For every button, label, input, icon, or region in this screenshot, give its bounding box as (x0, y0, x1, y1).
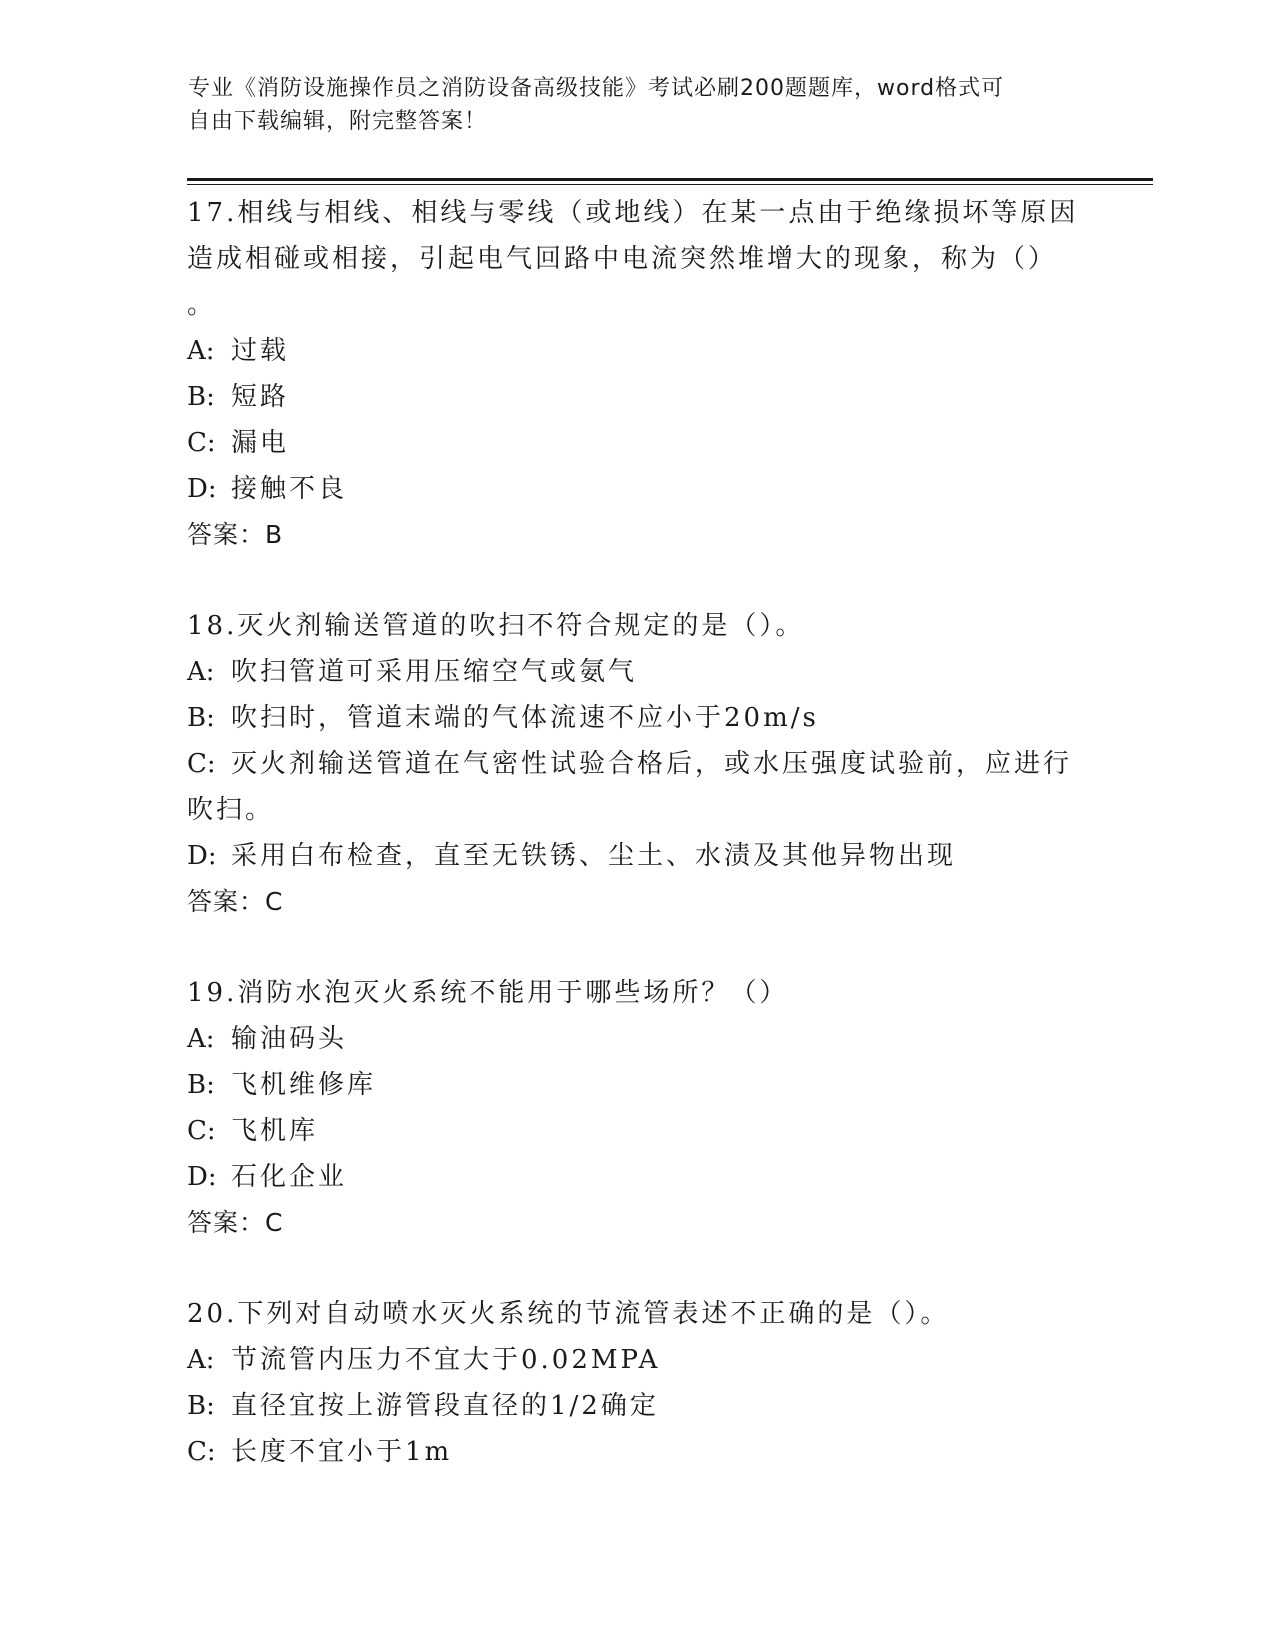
option-text: 飞机维修库 (231, 1070, 377, 1100)
answer-option (187, 695, 1087, 741)
question-stem-line: 。 (187, 290, 217, 320)
option-text: 短路 (231, 382, 290, 412)
answer-option (187, 1429, 1087, 1475)
option-text: 飞机库 (231, 1116, 319, 1146)
question-stem-line: 17.相线与相线、相线与零线（或地线）在某一点由于绝缘损坏等原因 (187, 198, 1079, 228)
option-text: 长度不宜小于1m (231, 1437, 453, 1467)
option-letter: D: (187, 841, 217, 871)
option-text: 接触不良 (231, 474, 348, 504)
answer-key: 答案：C (187, 1208, 284, 1237)
option-letter: A: (187, 1345, 215, 1375)
option-letter: B: (187, 703, 215, 733)
option-letter: C: (187, 1437, 216, 1467)
answer-option (187, 1062, 1087, 1108)
question-stem-line: 造成相碰或相接，引起电气回路中电流突然堆增大的现象，称为（） (187, 244, 1058, 274)
question-stem (187, 970, 1087, 1016)
option-letter: B: (187, 1391, 215, 1421)
answer-option (187, 374, 1087, 420)
answer-option (187, 420, 1087, 466)
option-text: 直径宜按上游管段直径的1/2确定 (231, 1391, 659, 1421)
option-text: 采用白布检查，直至无铁锈、尘土、水渍及其他异物出现 (231, 841, 957, 871)
option-letter: C: (187, 1116, 216, 1146)
option-text: 吹扫管道可采用压缩空气或氨气 (231, 657, 638, 687)
answer-option (187, 1337, 1087, 1383)
header-divider-thin (187, 184, 1153, 185)
header-divider-thick (187, 178, 1153, 181)
option-text: 节流管内压力不宜大于0.02MPA (231, 1345, 661, 1375)
option-letter: A: (187, 336, 215, 366)
question-stem (187, 1291, 1087, 1337)
option-letter: C: (187, 749, 216, 779)
option-text-continuation: 吹扫。 (187, 795, 275, 825)
option-letter: A: (187, 1024, 215, 1054)
header-line-1: 专业《消防设施操作员之消防设备高级技能》考试必刷200题题库，word格式可 (188, 76, 1005, 101)
answer-option (187, 1016, 1087, 1062)
answer-option (187, 649, 1087, 695)
question-block (187, 1291, 1087, 1475)
answer-option (187, 741, 1087, 787)
question-stem-line: 20.下列对自动喷水灭火系统的节流管表述不正确的是（）。 (187, 1299, 950, 1329)
question-block (187, 970, 1087, 1246)
document-header (188, 72, 1088, 138)
option-letter: C: (187, 428, 216, 458)
option-letter: D: (187, 474, 217, 504)
question-block (187, 190, 1087, 558)
option-letter: A: (187, 657, 215, 687)
question-stem-line: 19.消防水泡灭火系统不能用于哪些场所？（） (187, 978, 789, 1008)
answer-option (187, 328, 1087, 374)
question-block (187, 603, 1087, 925)
option-text: 漏电 (231, 428, 290, 458)
option-text: 灭火剂输送管道在气密性试验合格后，或水压强度试验前，应进行 (231, 749, 1073, 779)
answer-option (187, 1108, 1087, 1154)
option-text: 输油码头 (231, 1024, 348, 1054)
option-letter: B: (187, 382, 215, 412)
answer-option (187, 833, 1087, 879)
question-stem (187, 603, 1087, 649)
question-stem (187, 190, 1087, 328)
option-text: 吹扫时，管道末端的气体流速不应小于20m/s (231, 703, 819, 733)
answer-key: 答案：B (187, 520, 284, 549)
question-stem-line: 18.灭火剂输送管道的吹扫不符合规定的是（）。 (187, 611, 805, 641)
answer-key: 答案：C (187, 887, 284, 916)
option-text: 石化企业 (231, 1162, 348, 1192)
option-letter: D: (187, 1162, 217, 1192)
option-letter: B: (187, 1070, 215, 1100)
answer-option (187, 1383, 1087, 1429)
answer-option (187, 1154, 1087, 1200)
option-text: 过载 (231, 336, 290, 366)
header-line-2: 自由下载编辑，附完整答案！ (188, 109, 488, 134)
question-list (187, 190, 1087, 1520)
answer-option (187, 466, 1087, 512)
